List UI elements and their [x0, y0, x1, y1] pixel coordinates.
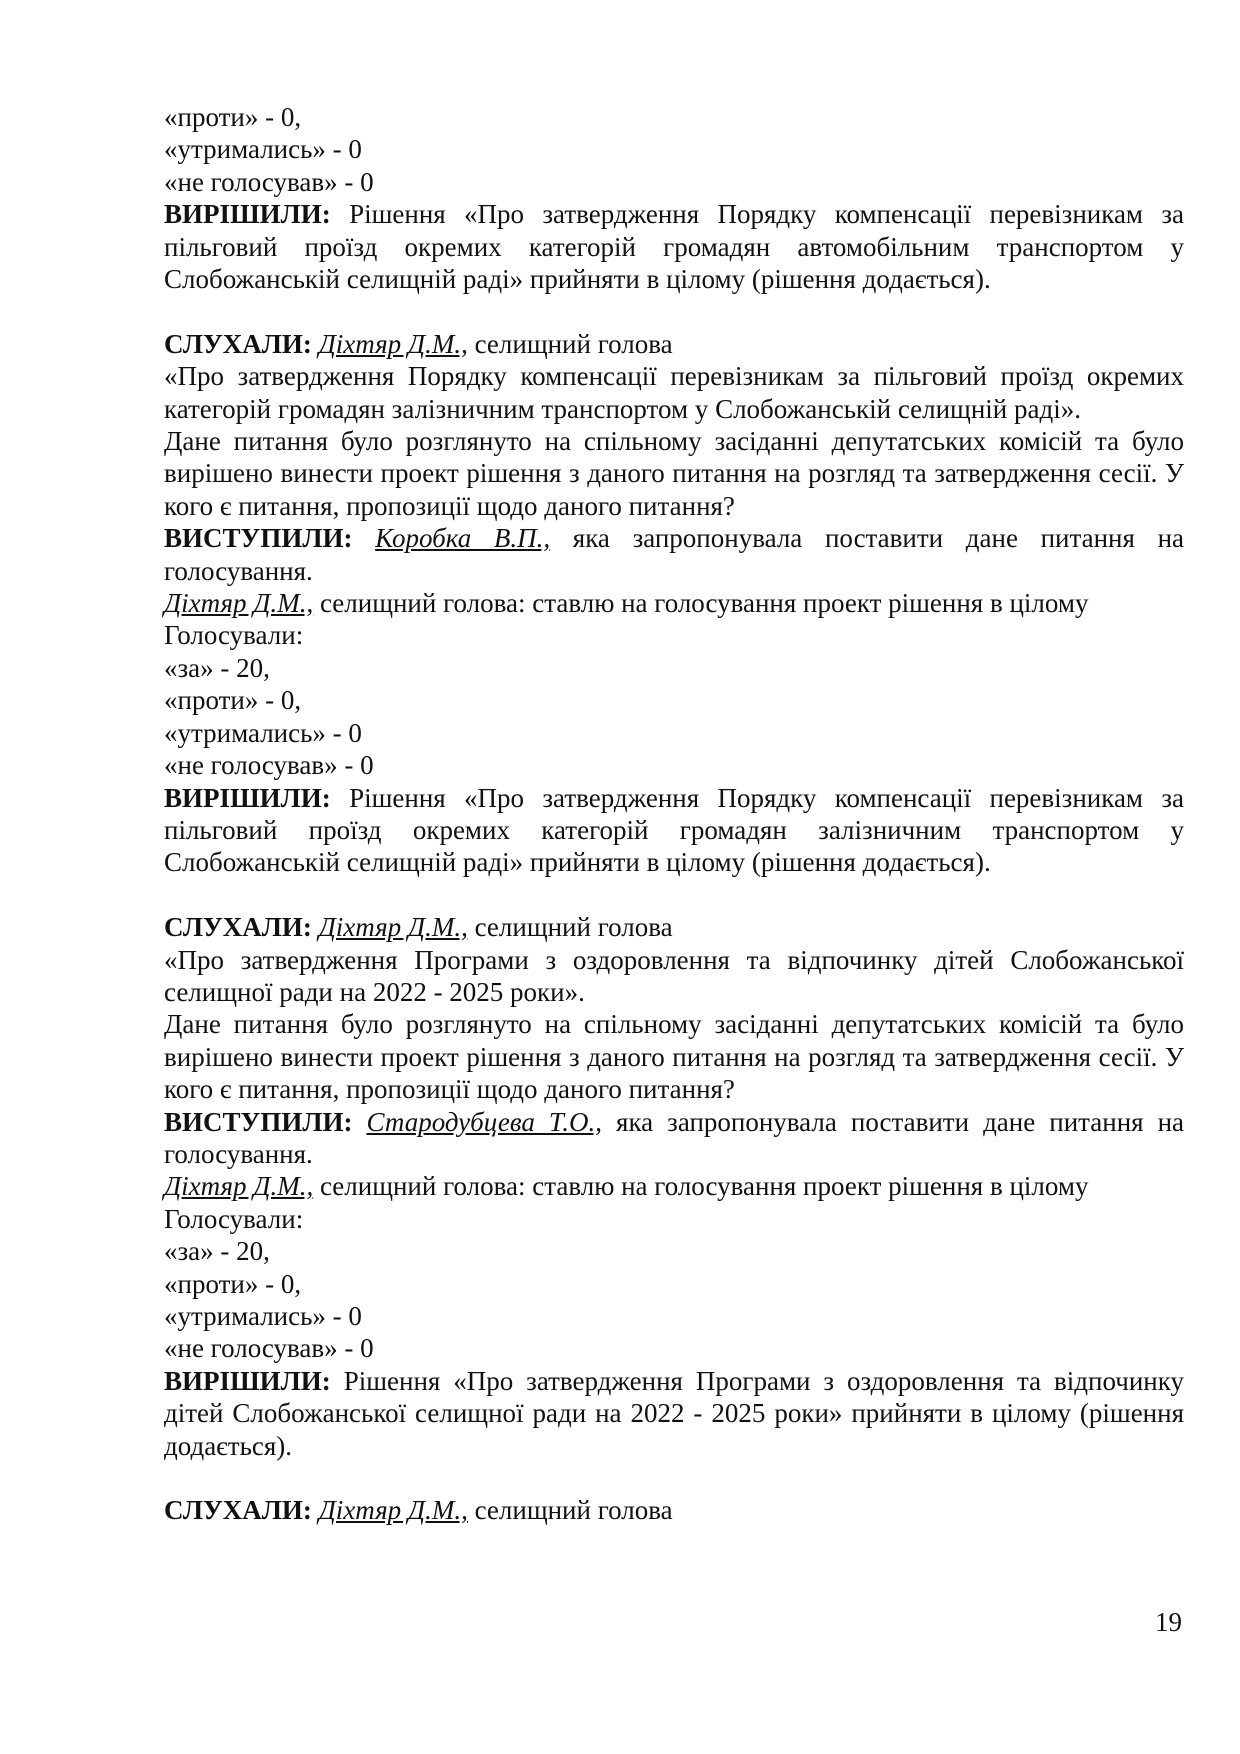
decided-label: ВИРІШИЛИ:: [164, 1365, 331, 1396]
heard-person: Діхтяр Д.М.,: [318, 912, 468, 943]
spoke-text: яка запропонувала поставити дане питання на голосування.: [164, 1106, 1185, 1169]
section-gap: [164, 1462, 1184, 1494]
vote-against: «проти» - 0,: [164, 102, 302, 132]
decision-paragraph: [164, 782, 1184, 879]
page-number: 19: [1155, 1607, 1182, 1637]
chair-text: селищний голова: ставлю на голосування проект рішення в цілому: [313, 1171, 1089, 1202]
heard-person: Діхтяр Д.М.,: [318, 1495, 468, 1526]
vote-results: [164, 619, 1184, 781]
chair-line: [164, 1170, 1184, 1202]
vote-not-voted: «не голосував» - 0: [164, 166, 374, 197]
discussion-paragraph: Дане питання було розглянуто на спільному засіданні депутатських комісій та було вирішено винести проект рішення з даного питання на розгляд та затвердження сесії. У кого є питання, пропозиції щодо даного питання?: [164, 426, 1184, 521]
spoke-person: Коробка В.П.,: [375, 523, 551, 554]
decision-text: Рішення «Про затвердження Порядку компенсації перевізникам за пільговий проїзд окремих категорій громадян автомобільним транспортом у Слобожанській селищній раді» прийняти в цілому (рішення додається).: [164, 199, 1184, 295]
decided-label: ВИРІШИЛИ:: [164, 782, 331, 813]
vote-not-voted: «не голосував» - 0: [164, 1333, 374, 1364]
vote-for: «за» - 20,: [164, 652, 270, 683]
heard-role: селищний голова: [467, 328, 673, 359]
decided-label: ВИРІШИЛИ:: [164, 199, 331, 230]
heard-role: селищний голова: [467, 1495, 673, 1526]
top-vote-results: [164, 101, 1184, 198]
heard-line: [164, 1494, 1184, 1526]
heard-label: СЛУХАЛИ:: [164, 1495, 312, 1526]
topic-paragraph: «Про затвердження Програми з оздоровлення та відпочинку дітей Слобожанської селищної ради на 2022 - 2025 роки».: [164, 944, 1184, 1007]
voted-label: Голосували:: [164, 1203, 304, 1234]
vote-against: «проти» - 0,: [164, 685, 302, 716]
voted-label: Голосували:: [164, 620, 304, 651]
vote-abstained: «утримались» - 0: [164, 1301, 362, 1331]
vote-for: «за» - 20,: [164, 1236, 270, 1267]
heard-label: СЛУХАЛИ:: [164, 328, 312, 359]
discussion-paragraph: Дане питання було розглянуто на спільному засіданні депутатських комісій та було вирішено винести проект рішення з даного питання на розгляд та затвердження сесії. У кого є питання, пропозиції щодо даного питання?: [164, 1009, 1184, 1105]
vote-against: «проти» - 0,: [164, 1268, 302, 1299]
heard-line: [164, 911, 1184, 943]
spoke-label: ВИСТУПИЛИ:: [164, 523, 353, 554]
chair-person: Діхтяр Д.М.,: [164, 588, 314, 619]
decision-text: Рішення «Про затвердження Програми з оздоровлення та відпочинку дітей Слобожанської селищної ради на 2022 - 2025 роки» прийняти в цілому (рішення додається).: [164, 1365, 1184, 1461]
section-gap: [164, 295, 1184, 327]
page-content: [164, 101, 1184, 1527]
heard-line: [164, 328, 1184, 360]
heard-role: селищний голова: [467, 912, 673, 943]
vote-results: [164, 1203, 1184, 1365]
vote-abstained: «утримались» - 0: [164, 717, 362, 748]
vote-abstained: «утримались» - 0: [164, 134, 362, 165]
decision-text: Рішення «Про затвердження Порядку компенсації перевізникам за пільговий проїзд окремих категорій громадян залізничним транспортом у Слобожанській селищній раді» прийняти в цілому (рішення додається).: [164, 782, 1184, 878]
spoke-paragraph: [164, 1106, 1184, 1171]
heard-person: Діхтяр Д.М.,: [318, 328, 468, 359]
spoke-paragraph: [164, 522, 1184, 587]
chair-text: селищний голова: ставлю на голосування проект рішення в цілому: [313, 588, 1089, 619]
chair-person: Діхтяр Д.М.,: [164, 1171, 314, 1202]
decision-paragraph: [164, 198, 1184, 295]
section-gap: [164, 879, 1184, 911]
vote-not-voted: «не голосував» - 0: [164, 750, 374, 781]
spoke-person: Стародубцева Т.О.,: [366, 1106, 602, 1137]
spoke-label: ВИСТУПИЛИ:: [164, 1106, 353, 1137]
heard-label: СЛУХАЛИ:: [164, 912, 312, 943]
decision-paragraph: [164, 1365, 1184, 1462]
topic-paragraph: «Про затвердження Порядку компенсації перевізникам за пільговий проїзд окремих категорій громадян залізничним транспортом у Слобожанській селищній раді».: [164, 361, 1184, 424]
chair-line: [164, 587, 1184, 619]
spoke-text: яка запропонувала поставити дане питання на голосування.: [164, 523, 1185, 586]
